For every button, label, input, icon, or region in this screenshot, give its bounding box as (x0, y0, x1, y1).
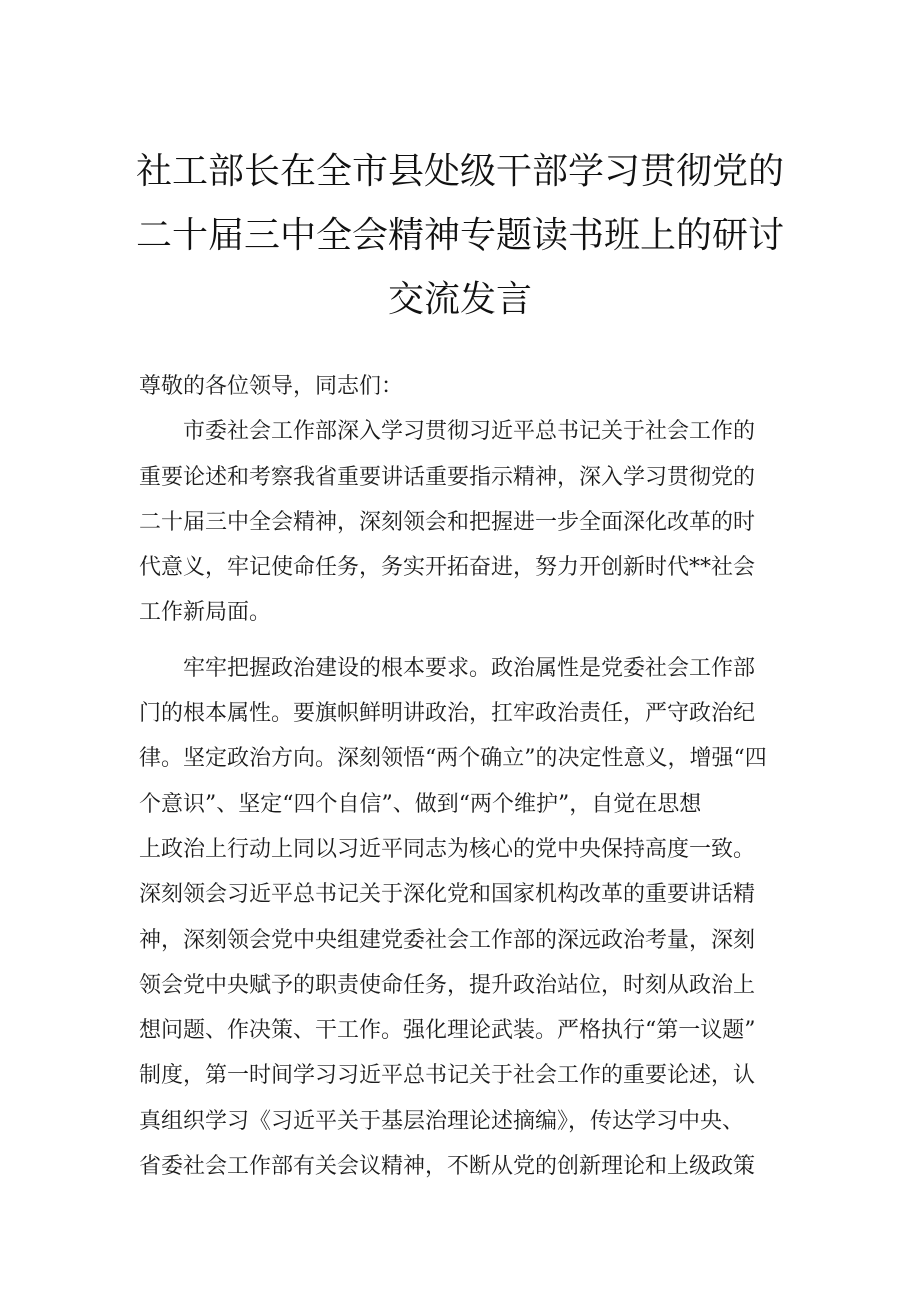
paragraph-line: 代意义，牢记使命任务，务实开拓奋进，努力开创新时代**社会 (139, 555, 756, 581)
paragraph-line: 个意识”、坚定“四个自信”、做到“两个维护”，自觉在思想 (139, 791, 702, 817)
paragraph-line: 制度，第一时间学习习近平总书记关于社会工作的重要论述，认 (139, 1063, 756, 1089)
paragraph-line: 市委社会工作部深入学习贯彻习近平总书记关于社会工作的 (183, 419, 756, 445)
document-title (120, 140, 800, 332)
paragraph-line: 领会党中央赋予的职责使命任务，提升政治站位，时刻从政治上 (139, 972, 756, 998)
paragraph-line: 想问题、作决策、干工作。强化理论武装。严格执行“第一议题” (139, 1018, 756, 1044)
paragraph-line: 重要论述和考察我省重要讲话重要指示精神，深入学习贯彻党的 (139, 464, 756, 490)
document-body (139, 364, 789, 1189)
paragraph-line: 律。坚定政治方向。深刻领悟“两个确立”的决定性意义，增强“四 (139, 746, 767, 772)
paragraph-line: 神，深刻领会党中央组建党委社会工作部的深远政治考量，深刻 (139, 927, 756, 953)
paragraph-political-construction (139, 646, 789, 1190)
paragraph-line: 二十届三中全会精神，深刻领会和把握进一步全面深化改革的时 (139, 509, 756, 535)
paragraph-line: 牢牢把握政治建设的根本要求。政治属性是党委社会工作部 (183, 655, 756, 681)
paragraph-intro (139, 409, 789, 635)
paragraph-line: 真组织学习《习近平关于基层治理论述摘编》，传达学习中央、 (139, 1108, 745, 1134)
title-line-2: 二十届三中全会精神专题读书班上的研讨 (135, 215, 784, 256)
paragraph-line: 工作新局面。 (139, 600, 272, 626)
paragraph-line: 深刻领会习近平总书记关于深化党和国家机构改革的重要讲话精 (139, 882, 756, 908)
paragraph-line: 上政治上行动上同以习近平同志为核心的党中央保持高度一致。 (139, 836, 756, 862)
paragraph-line: 门的根本属性。要旗帜鲜明讲政治，扛牢政治责任，严守政治纪 (139, 701, 756, 727)
title-line-3: 交流发言 (387, 279, 532, 320)
title-line-1: 社工部长在全市县处级干部学习贯彻党的 (135, 151, 784, 192)
salutation: 尊敬的各位领导，同志们： (139, 374, 404, 399)
paragraph-line: 省委社会工作部有关会议精神，不断从党的创新理论和上级政策 (139, 1154, 756, 1180)
